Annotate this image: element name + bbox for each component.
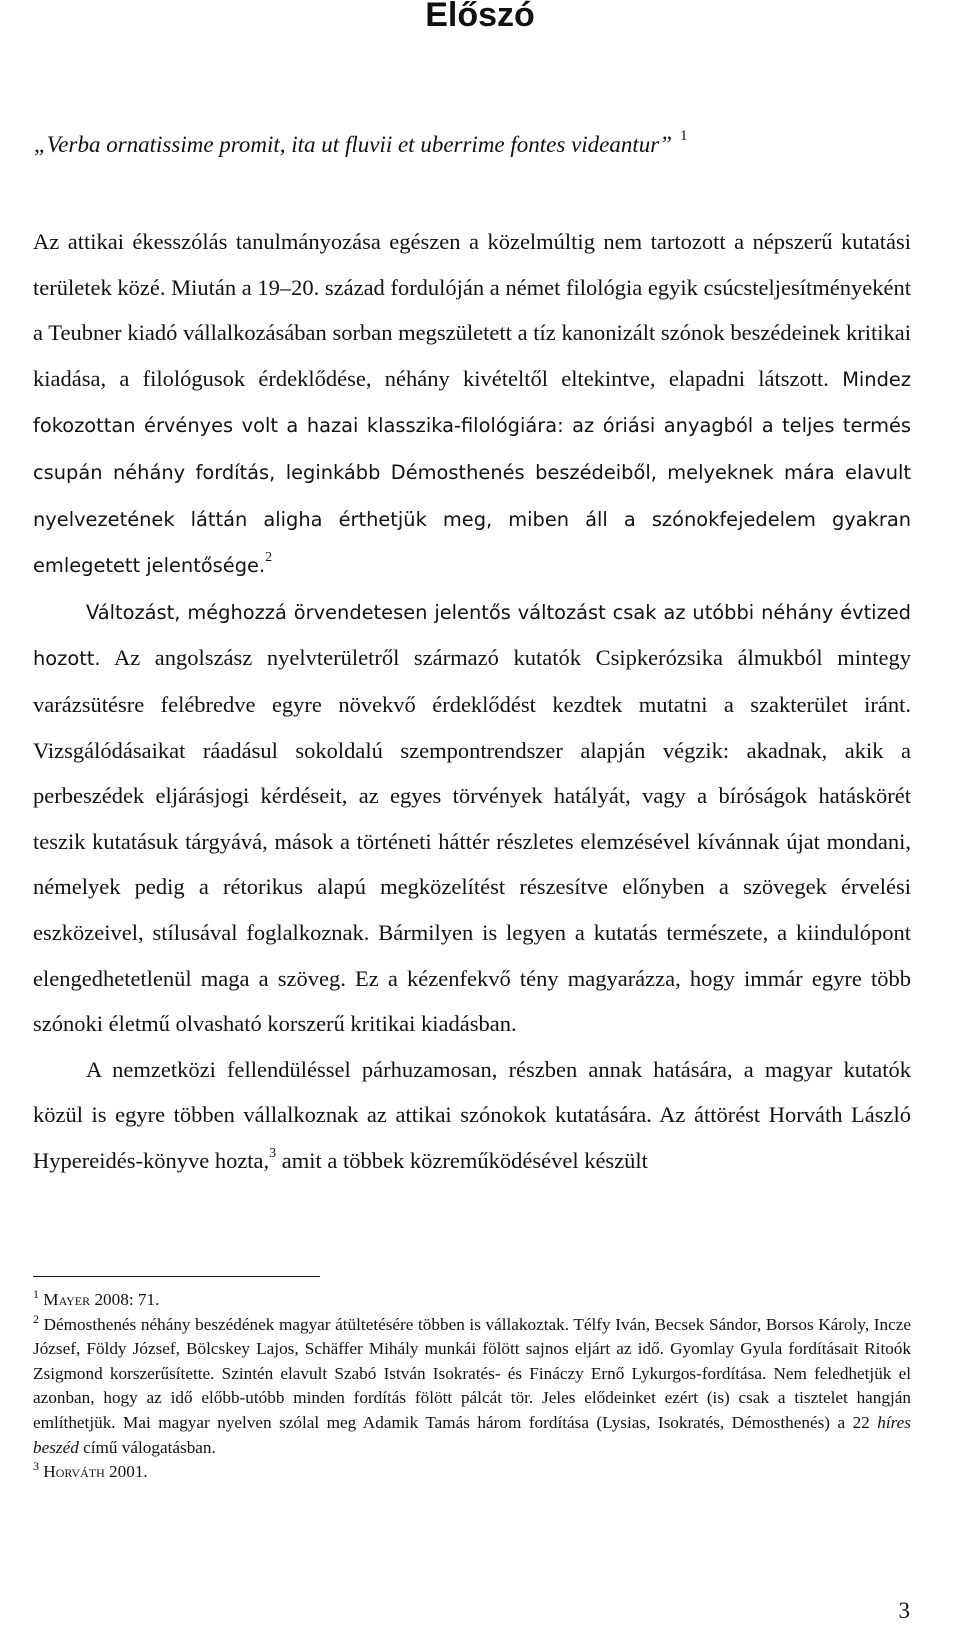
footnote-number: 1 [33,1287,39,1301]
footnote-ref-3[interactable]: 3 [269,1145,277,1161]
footnote-separator [33,1276,320,1277]
paragraph-1 [33,219,911,589]
epigraph [34,128,688,158]
paragraph-2-part-2: Az angolszász nyelvterületről származó kutatók Csipkerózsika álmukból mintegy varázsütésre felébredve egyre növekvő érdeklődést kezdtek mutatni a szakterület iránt. Vizsgálódásaikat ráadásul sokoldalú szempontrendszer alapján végzik: akadnak, akik a perbeszédek eljárásjogi kérdéseit, az egyes törvények hatályát, vagy a bíróságok hatáskörét teszik kutatásuk tárgyává, mások a történeti háttér részletes elemzésével kívánnak újat mondani, némelyek pedig a rétorikus alapú megközelítést részesítve előnyben a szövegek érvelési eszközeivel, stílusával foglalkoznak. Bármilyen is legyen a kutatás természete, a kiindulópont elengedhetetlenül maga a szöveg. Ez a kézenfekvő tény magyarázza, hogy immár egyre több szónoki életmű olvasható korszerű kritikai kiadásban. [33,645,911,1037]
paragraph-1-part-1: Az attikai ékesszólás tanulmányozása egészen a közelmúltig nem tartozott a népszerű kutatási területek közé. Miután a 19–20. század fordulóján a német filológia egyik csúcsteljesítményeként a Teubner kiadó vállalkozásában sorban megszületett a tíz kanonizált szónok beszédeinek kritikai kiadása, a filológusok érdeklődése, néhány kivételtől eltekintve, elapadni látszott. [33,229,911,391]
footnote-text: Démosthenés néhány beszédének magyar átültetésére többen is vállakoztak. Télfy Iván, Becsek Sándor, Borsos Károly, Incze József, Földy József, Bölcskey Lajos, Schäffer Mihály munkái fölött sajnos eljárt az idő. Gyomlay Gyula fordításait Ritoók Zsigmond korszerűsítette. Szintén elavult Szabó István Isokratés- és Fináczy Ernő Lykurgos-fordítása. Nem feledhetjük el azonban, hogy az idő előbb-utóbb minden fordítás fölött pálcát tör. Jeles elődeinket ezért (is) csak a tisztelet hangján említhetjük. Mai magyar nyelven szólal meg Adamik Tamás három fordítása (Lysias, Isokratés, Démosthenés) a 22 [33,1314,912,1432]
footnote-author: Horváth [43,1462,105,1482]
footnote-number: 3 [33,1459,39,1474]
footnote-ref-1[interactable]: 1 [680,128,688,144]
footnote-text: 2008: 71. [94,1290,160,1309]
footnote-ref-2[interactable]: 2 [265,550,273,566]
footnote-author: Mayer [43,1290,91,1309]
footnotes [33,1288,911,1485]
paragraph-3 [33,1047,911,1184]
footnote-3 [33,1460,911,1485]
epigraph-text: „Verba ornatissime promit, ita ut fluvii et uberrime fontes videantur” [34,132,673,157]
page-number: 3 [898,1598,910,1623]
footnote-text-end: című válogatásban. [83,1437,216,1457]
paragraph-3-part-1: A nemzetközi fellendüléssel párhuzamosan, részben annak hatására, a magyar kutatók közül is egyre többen vállalkoznak az attikai szónokok kutatására. Az áttörést Horváth László Hypereidés-könyve hozta, [33,1056,911,1173]
footnote-text: 2001. [109,1462,148,1482]
paragraph-1-part-2: Mindez fokozottan érvényes volt a hazai klasszika-filológiára: az óriási anyagból a teljes termés csupán néhány fordítás, leginkább Démosthenés beszédeiből, melyeknek mára elavult nyelvezetének láttán aligha érthetjük meg, miben áll a szónokfejedelem gyakran emlegetett jelentősége. [33,367,912,578]
footnote-1 [33,1288,911,1313]
footnote-number: 2 [33,1311,39,1326]
page-title: Előszó [425,0,535,34]
paragraph-2 [33,589,911,1047]
body-text [33,219,911,1183]
footnote-2 [33,1313,911,1461]
paragraph-3-part-2: amit a többek közreműködésével készült [281,1147,648,1173]
footnote-italic-title: híres beszéd [33,1412,911,1457]
paragraph-2-part-1: Változást, méghozzá örvendetesen jelentős változást csak az utóbbi néhány évtized hozott. [33,600,911,671]
